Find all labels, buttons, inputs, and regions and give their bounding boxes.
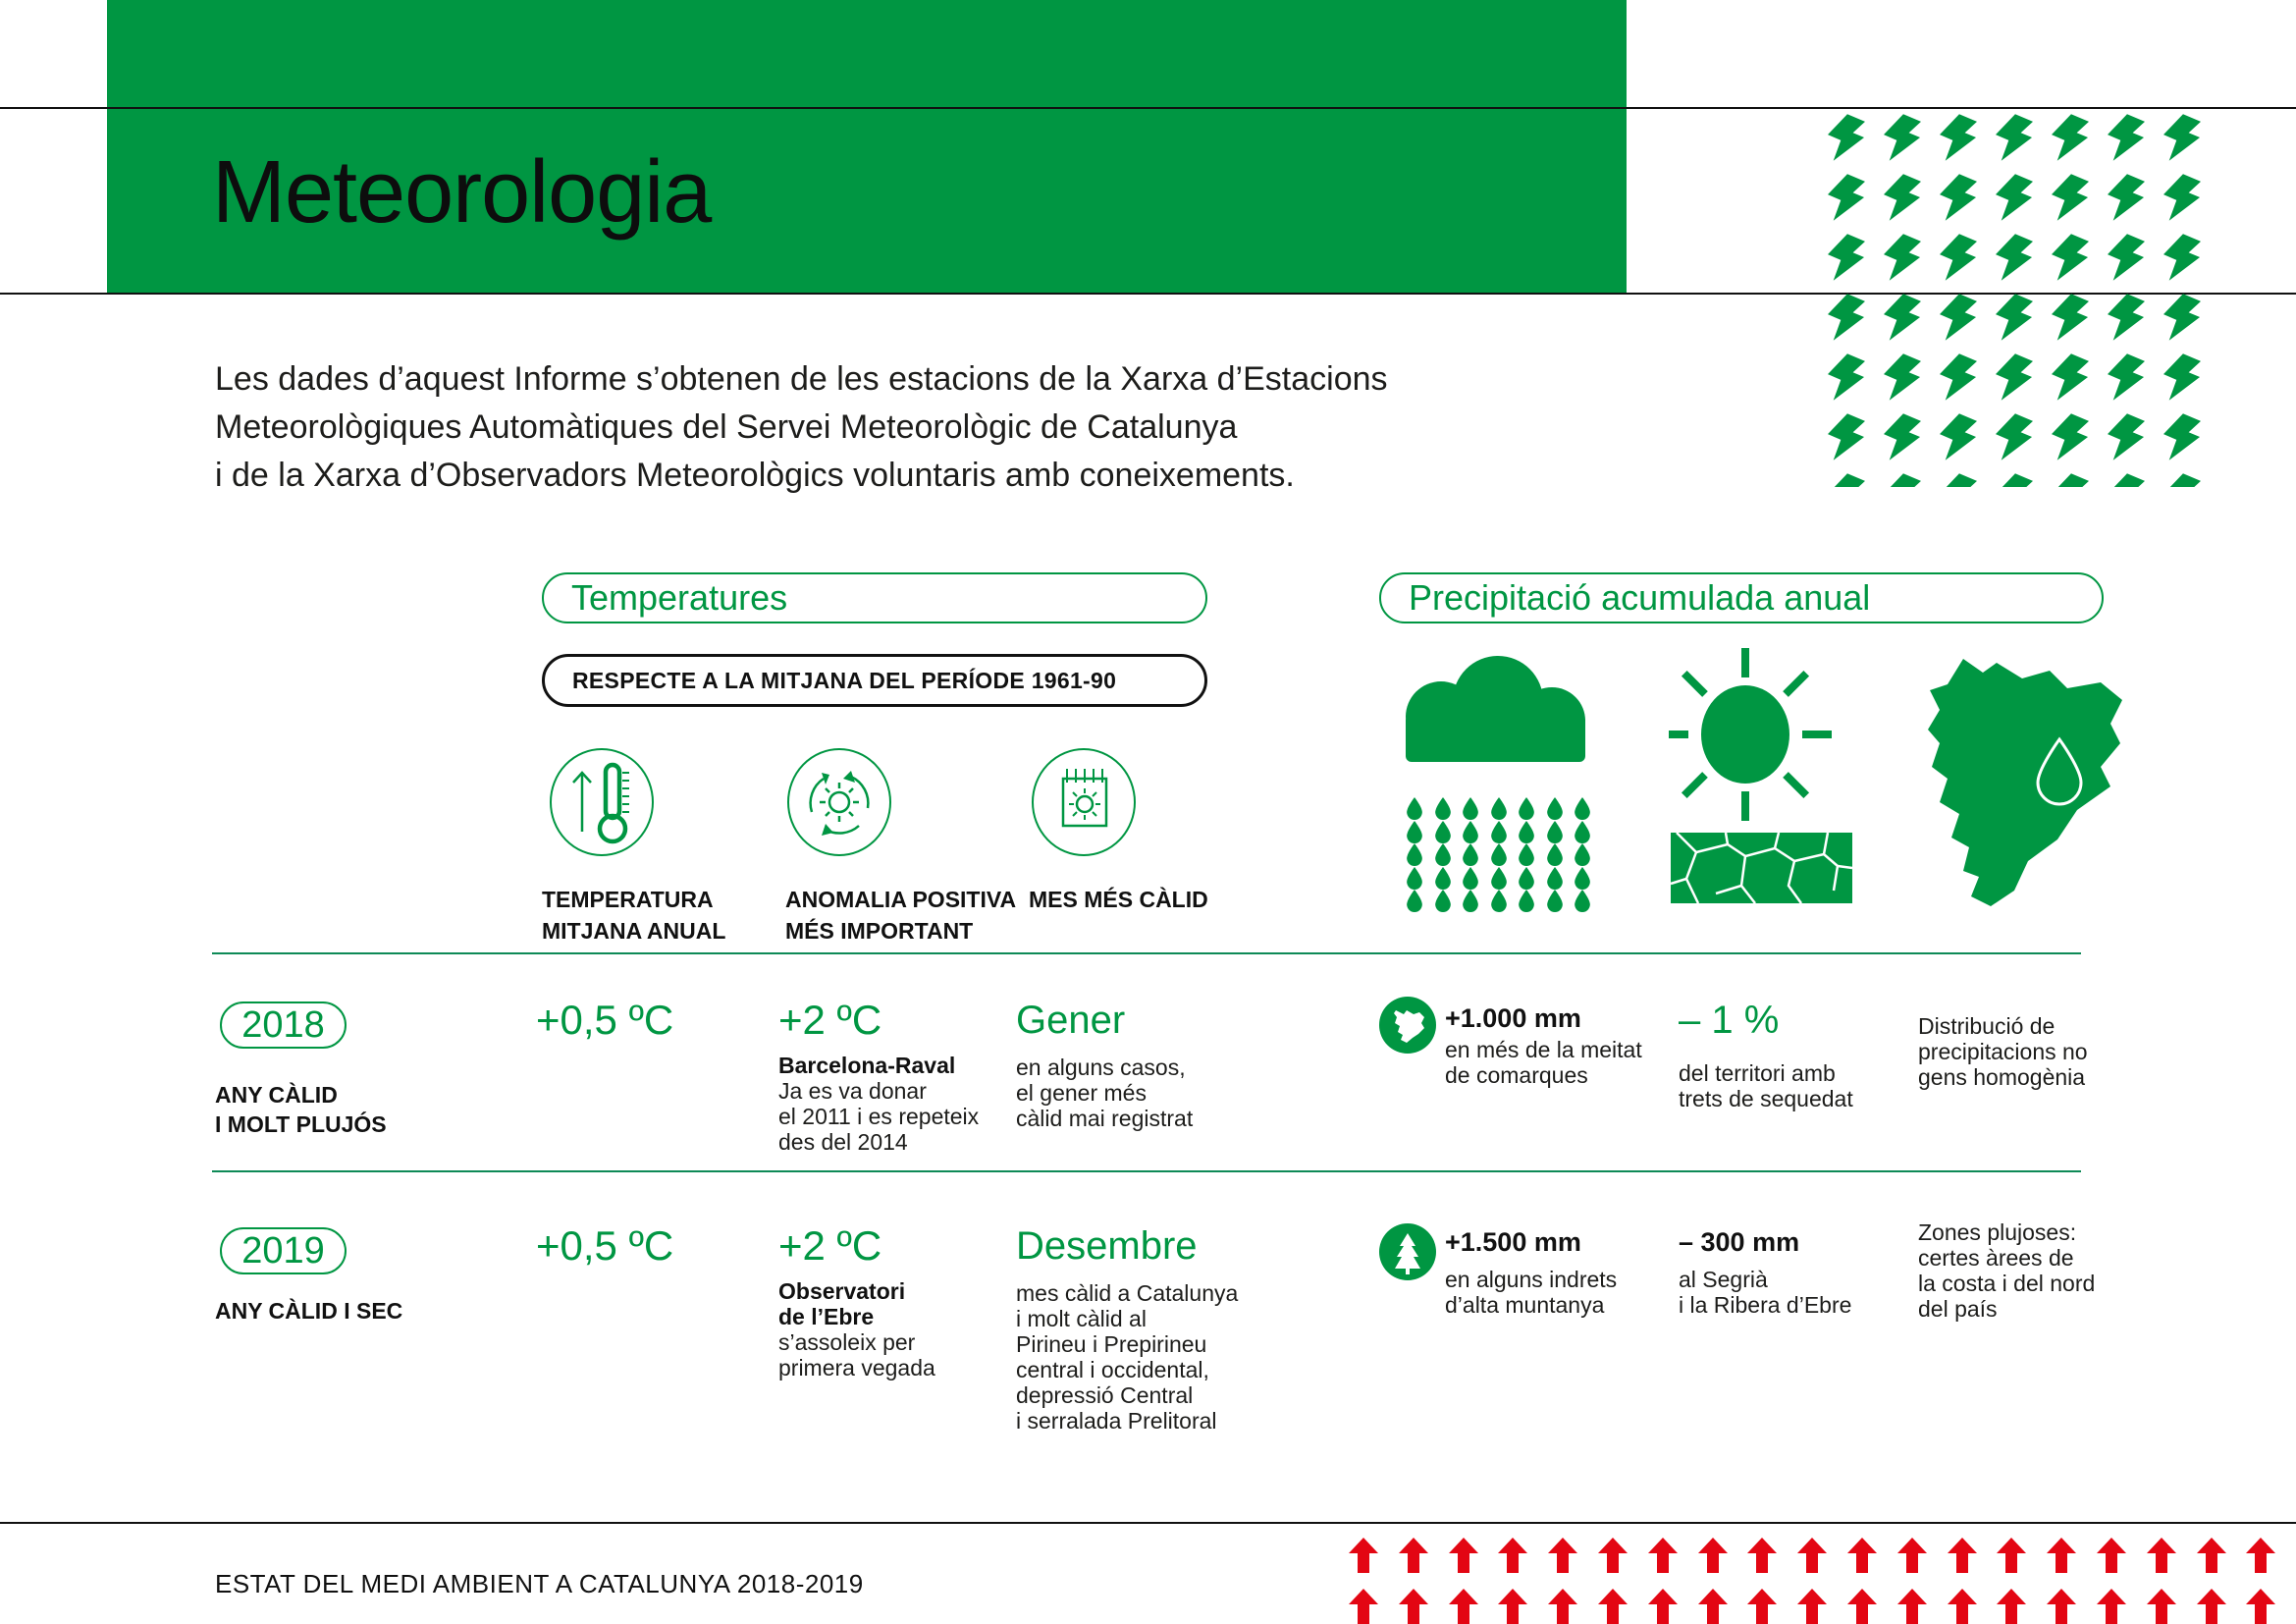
up-arrow-icon xyxy=(2097,1589,2126,1624)
lightning-bolt-icon xyxy=(1996,234,2033,281)
up-arrow-icon xyxy=(1698,1589,1728,1624)
rain-amount-2018: +1.000 mm en més de la meitat de comarques xyxy=(1445,1003,1642,1088)
raindrop-icon xyxy=(1575,797,1590,820)
lightning-bolt-icon xyxy=(1828,413,1865,460)
raindrop-icon xyxy=(1435,821,1451,843)
up-arrow-icon xyxy=(1449,1589,1478,1624)
up-arrow-icon xyxy=(1349,1589,1378,1624)
up-arrow-icon xyxy=(1498,1538,1527,1573)
intro-line: Les dades d’aquest Informe s’obtenen de les estacions de la Xarxa d’Estacions xyxy=(215,360,1388,398)
distribution-note-2019: Zones plujoses: certes àrees de la costa i del nord del país xyxy=(1918,1219,2096,1322)
lightning-bolt-icon xyxy=(1940,353,1977,401)
lightning-bolt-icon xyxy=(2163,413,2201,460)
raindrop-icon xyxy=(1491,890,1507,912)
lightning-bolt-icon xyxy=(1884,473,1921,487)
year-2018-note: ANY CÀLID I MOLT PLUJÓS xyxy=(215,1082,387,1137)
lightning-bolt-icon xyxy=(1940,294,1977,341)
up-arrow-icon xyxy=(1747,1538,1777,1573)
lightning-bolt-icon xyxy=(1996,473,2033,487)
raindrop-icon xyxy=(1491,867,1507,890)
lightning-bolt-icon xyxy=(1828,294,1865,341)
raindrop-icon xyxy=(1407,890,1422,912)
catalonia-silhouette-badge-icon xyxy=(1379,997,1436,1054)
lightning-bolt-icon xyxy=(1828,353,1865,401)
up-arrow-icon xyxy=(1897,1538,1927,1573)
raindrop-grid xyxy=(1407,797,1603,913)
lightning-bolt-icon xyxy=(1940,413,1977,460)
up-arrow-icon xyxy=(1548,1538,1577,1573)
raindrop-icon xyxy=(1491,797,1507,820)
lightning-bolt-icon xyxy=(2052,473,2089,487)
lightning-bolt-icon xyxy=(1828,234,1865,281)
lightning-bolt-icon xyxy=(1996,294,2033,341)
lightning-bolt-icon xyxy=(2163,114,2201,161)
row-separator xyxy=(212,1170,2081,1172)
lightning-bolt-icon xyxy=(2163,294,2201,341)
up-arrow-icon xyxy=(1399,1538,1428,1573)
lightning-bolt-icon xyxy=(2052,413,2089,460)
sun-drought-icon xyxy=(1669,648,1855,908)
raindrop-icon xyxy=(1547,890,1563,912)
up-arrow-icon xyxy=(1948,1538,1977,1573)
raindrop-icon xyxy=(1463,821,1478,843)
raindrop-icon xyxy=(1519,843,1534,866)
raindrop-icon xyxy=(1519,797,1534,820)
calendar-sun-icon xyxy=(1031,747,1137,857)
lightning-bolt-icon xyxy=(1940,174,1977,221)
distribution-note-2018: Distribució de precipitacions no gens homogènia xyxy=(1918,1013,2088,1090)
up-arrow-icon xyxy=(1548,1589,1577,1624)
temp-col1-label: TEMPERATURA MITJANA ANUAL xyxy=(542,887,726,944)
up-arrow-icon xyxy=(1997,1589,2026,1624)
up-arrow-icon xyxy=(1598,1538,1628,1573)
lightning-bolt-icon xyxy=(2052,174,2089,221)
precipitation-section-pill xyxy=(1379,572,2104,623)
up-arrow-icon xyxy=(1997,1538,2026,1573)
up-arrow-icon xyxy=(1598,1589,1628,1624)
anomaly-value-2018: +2 ºC xyxy=(778,997,882,1043)
up-arrow-icon xyxy=(1797,1538,1827,1573)
up-arrow-icon xyxy=(2197,1538,2226,1573)
up-arrow-icon xyxy=(1399,1589,1428,1624)
up-arrow-icon xyxy=(2147,1538,2176,1573)
anomaly-2019: +2 ºC Observatori de l’Ebre s’assoleix per primera vegada xyxy=(778,1219,935,1380)
dry-stat-2019: – 300 mm al Segrià i la Ribera d’Ebre xyxy=(1679,1227,1852,1318)
up-arrow-icon xyxy=(2197,1589,2226,1624)
raindrop-icon xyxy=(1547,821,1563,843)
year-2018-pill: 2018 xyxy=(220,1001,347,1049)
raindrop-icon xyxy=(1463,843,1478,866)
anomaly-value-2019: +2 ºC xyxy=(778,1222,882,1269)
lightning-bolt-icon xyxy=(1828,114,1865,161)
lightning-bolt-grid xyxy=(1828,114,2219,487)
raindrop-icon xyxy=(1519,890,1534,912)
up-arrow-icon xyxy=(2047,1538,2076,1573)
lightning-bolt-icon xyxy=(2108,174,2145,221)
up-arrow-icon xyxy=(2097,1538,2126,1573)
lightning-bolt-icon xyxy=(1996,114,2033,161)
lightning-bolt-icon xyxy=(1940,234,1977,281)
month-value-2019: Desembre xyxy=(1016,1224,1198,1268)
year-2019-pill: 2019 xyxy=(220,1227,347,1274)
row-separator xyxy=(212,952,2081,954)
dry-stat-2018: – 1 % del territori amb trets de sequedat xyxy=(1679,999,1853,1111)
up-arrow-grid xyxy=(1349,1538,2296,1624)
intro-paragraph xyxy=(215,355,1388,500)
raindrop-icon xyxy=(1547,797,1563,820)
anomaly-2018: +2 ºC Barcelona-Raval Ja es va donar el 2011 i es repeteix des del 2014 xyxy=(778,994,979,1155)
up-arrow-icon xyxy=(1847,1538,1877,1573)
lightning-bolt-icon xyxy=(2052,234,2089,281)
footer-rule xyxy=(0,1522,2296,1524)
lightning-bolt-icon xyxy=(1828,473,1865,487)
raindrop-icon xyxy=(1407,867,1422,890)
lightning-bolt-icon xyxy=(2052,353,2089,401)
intro-line: i de la Xarxa d’Observadors Meteorològics voluntaris amb coneixements. xyxy=(215,457,1295,494)
month-value-2018: Gener xyxy=(1016,999,1126,1042)
lightning-bolt-icon xyxy=(1940,473,1977,487)
up-arrow-icon xyxy=(1897,1589,1927,1624)
raindrop-icon xyxy=(1491,843,1507,866)
raindrop-icon xyxy=(1435,867,1451,890)
pine-tree-badge-icon xyxy=(1379,1223,1436,1280)
up-arrow-icon xyxy=(2047,1589,2076,1624)
raindrop-icon xyxy=(1463,890,1478,912)
up-arrow-icon xyxy=(1948,1589,1977,1624)
thermometer-up-arrow-icon xyxy=(549,747,655,857)
header-top-rule xyxy=(0,107,2296,109)
temp-mean-2019: +0,5 ºC xyxy=(536,1222,674,1269)
lightning-bolt-icon xyxy=(1884,234,1921,281)
rain-amount-2019: +1.500 mm en alguns indrets d’alta muntanya xyxy=(1445,1227,1618,1318)
up-arrow-icon xyxy=(1747,1589,1777,1624)
lightning-bolt-icon xyxy=(1884,114,1921,161)
up-arrow-icon xyxy=(1498,1589,1527,1624)
precipitation-section-title: Precipitació acumulada anual xyxy=(1409,577,1871,618)
up-arrow-icon xyxy=(1797,1589,1827,1624)
raindrop-icon xyxy=(1519,867,1534,890)
temperatures-section-pill xyxy=(542,572,1207,623)
temperatures-section-title: Temperatures xyxy=(571,577,788,618)
warmest-month-2018: Gener en alguns casos, el gener més càlid mai registrat xyxy=(1016,994,1193,1131)
lightning-bolt-icon xyxy=(1884,174,1921,221)
lightning-bolt-icon xyxy=(2108,114,2145,161)
up-arrow-icon xyxy=(2246,1589,2275,1624)
lightning-bolt-icon xyxy=(1828,174,1865,221)
up-arrow-icon xyxy=(2147,1589,2176,1624)
year-2019-note: ANY CÀLID I SEC xyxy=(215,1298,403,1324)
lightning-bolt-icon xyxy=(1940,114,1977,161)
lightning-bolt-icon xyxy=(1996,353,2033,401)
raindrop-icon xyxy=(1547,867,1563,890)
lightning-bolt-icon xyxy=(2052,114,2089,161)
lightning-bolt-icon xyxy=(2163,353,2201,401)
lightning-bolt-icon xyxy=(2163,234,2201,281)
lightning-bolt-icon xyxy=(1884,413,1921,460)
lightning-bolt-icon xyxy=(2052,294,2089,341)
lightning-bolt-icon xyxy=(1884,294,1921,341)
raindrop-icon xyxy=(1463,797,1478,820)
lightning-bolt-icon xyxy=(2108,413,2145,460)
lightning-bolt-icon xyxy=(2108,353,2145,401)
temp-mean-2018: +0,5 ºC xyxy=(536,997,674,1043)
raindrop-icon xyxy=(1575,821,1590,843)
lightning-bolt-icon xyxy=(2108,294,2145,341)
raindrop-icon xyxy=(1435,797,1451,820)
raindrop-icon xyxy=(1407,821,1422,843)
up-arrow-icon xyxy=(1648,1538,1678,1573)
lightning-bolt-icon xyxy=(2163,174,2201,221)
cycle-arrows-sun-icon xyxy=(786,747,892,857)
raindrop-icon xyxy=(1407,797,1422,820)
warmest-month-2019: Desembre mes càlid a Catalunya i molt càlid al Pirineu i Prepirineu central i occidental, depressió Central i serralada Prelitoral xyxy=(1016,1219,1238,1434)
up-arrow-icon xyxy=(2246,1538,2275,1573)
lightning-bolt-icon xyxy=(1996,174,2033,221)
raindrop-icon xyxy=(1407,843,1422,866)
lightning-bolt-icon xyxy=(2108,473,2145,487)
up-arrow-icon xyxy=(1648,1589,1678,1624)
raindrop-icon xyxy=(1575,890,1590,912)
catalonia-map-drop-icon xyxy=(1912,653,2128,913)
reference-period-text: RESPECTE A LA MITJANA DEL PERÍODE 1961-90 xyxy=(572,667,1117,693)
raindrop-icon xyxy=(1575,867,1590,890)
raindrop-icon xyxy=(1519,821,1534,843)
intro-line: Meteorològiques Automàtiques del Servei Meteorològic de Catalunya xyxy=(215,408,1238,446)
raindrop-icon xyxy=(1547,843,1563,866)
raindrop-icon xyxy=(1435,890,1451,912)
up-arrow-icon xyxy=(1349,1538,1378,1573)
up-arrow-icon xyxy=(1698,1538,1728,1573)
lightning-bolt-icon xyxy=(2108,234,2145,281)
lightning-bolt-icon xyxy=(1884,353,1921,401)
reference-period-pill xyxy=(542,654,1207,707)
page-title: Meteorologia xyxy=(212,143,712,242)
raindrop-icon xyxy=(1575,843,1590,866)
lightning-bolt-icon xyxy=(1996,413,2033,460)
raindrop-icon xyxy=(1435,843,1451,866)
raindrop-icon xyxy=(1491,821,1507,843)
up-arrow-icon xyxy=(1847,1589,1877,1624)
temp-col2-label: ANOMALIA POSITIVA MÉS IMPORTANT xyxy=(785,887,1017,944)
footer-report-title: ESTAT DEL MEDI AMBIENT A CATALUNYA 2018-2019 xyxy=(215,1569,864,1598)
temp-col3-label: MES MÉS CÀLID xyxy=(1029,887,1208,912)
lightning-bolt-icon xyxy=(2163,473,2201,487)
up-arrow-icon xyxy=(1449,1538,1478,1573)
rain-cloud-icon xyxy=(1390,656,1601,764)
raindrop-icon xyxy=(1463,867,1478,890)
